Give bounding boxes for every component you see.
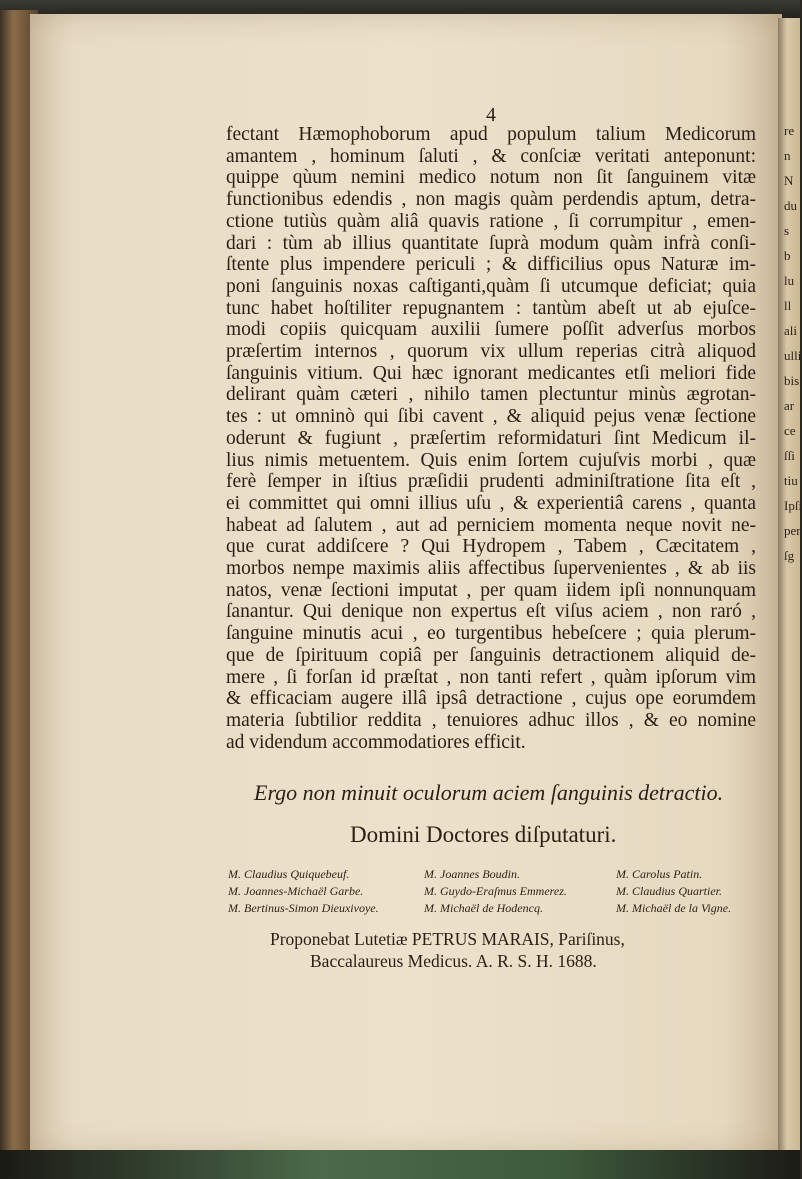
adjacent-page-fragment: n (784, 148, 791, 163)
text-line: habeat ad ſalutem , aut ad perniciem momenta neque novit ne- (226, 514, 756, 536)
signatory-name: M. Joannes Boudin. (424, 867, 520, 881)
adjacent-page-fragment: per (784, 523, 801, 538)
conclusion-statement: Ergo non minuit oculorum aciem ſanguinis detractio. (254, 780, 724, 805)
text-line: amantem , hominum ſaluti , & conſciæ veritati anteponunt: (226, 145, 756, 167)
text-line: quippe qùum nemini medico notum non ſit ſanguinem vitæ (226, 167, 756, 189)
adjacent-page-edge (778, 18, 800, 1153)
text-line: ctione tutiùs quàm aliâ quavis ratione , ſi corrumpitur , emen- (226, 210, 756, 232)
text-line: delirant quàm cæteri , nihilo tamen plectuntur minùs ægrotan- (226, 384, 756, 406)
text-line: que curat addiſcere ? Qui Hydropem , Tabem , Cæcitatem , (226, 536, 756, 558)
adjacent-page-fragment: ulli (784, 348, 802, 363)
adjacent-page-fragment: N (784, 173, 794, 188)
proponent-line: Baccalaureus Medicus. A. R. S. H. 1688. (310, 951, 597, 971)
text-line: ei committet qui omni illius uſu , & experientiâ carens , quanta (226, 492, 756, 514)
adjacent-page-fragment: ar (784, 398, 795, 413)
signatory-row (228, 866, 758, 883)
adjacent-page-fragment: tiu (784, 473, 798, 488)
text-line: fectant Hæmophoborum apud populum talium Medicorum (226, 124, 756, 145)
text-line: functionibus edendis , non magis quàm perdendis aptum, detra- (226, 189, 756, 211)
signatory-name: M. Bertinus-Simon Dieuxivoye. (228, 901, 379, 915)
text-line: tunc habet hoſtiliter repugnantem : tantùm abeſt ut ab ejuſce- (226, 297, 756, 319)
adjacent-page-fragment: ſſi (784, 448, 795, 463)
book-bottom-edge (0, 1150, 800, 1179)
signatory-name: M. Carolus Patin. (616, 867, 703, 881)
adjacent-page-fragment: ſg (784, 548, 795, 563)
signatory-name: M. Claudius Quiquebeuf. (228, 867, 350, 881)
adjacent-page-fragment: ce (784, 423, 796, 438)
text-line: morbos nempe maximis aliis affectibus ſupervenientes , & ab iis (226, 558, 756, 580)
signatory-name: M. Guydo-Eraſmus Emmerez. (424, 884, 567, 898)
text-line: natos, venæ ſectioni imputat , per quam iidem ipſi nonnunquam (226, 579, 756, 601)
text-line: poni ſanguinis noxas caſtiganti,quàm ſi utcumque deficiat; quia (226, 275, 756, 297)
signatory-name: M. Joannes-Michaël Garbe. (228, 884, 364, 898)
signatory-name: M. Michaël de la Vigne. (616, 901, 732, 915)
adjacent-page-fragment: bis (784, 373, 800, 388)
adjacent-page-fragment: s (784, 223, 790, 238)
text-line: præſertim internos , quorum vix ullum reperias citrà aliquod (226, 341, 756, 363)
text-line: oderunt & fugiunt , præſertim reformidaturi ſint Medicum il- (226, 427, 756, 449)
page-number: 4 (486, 104, 496, 126)
signatory-row (228, 883, 758, 900)
adjacent-page-fragment: re (784, 123, 795, 138)
disputants-heading: Domini Doctores diſputaturi. (350, 822, 617, 847)
text-line: ſanantur. Qui denique non expertus eſt viſus aciem , non raró , (226, 601, 756, 623)
signatories-list (228, 866, 758, 917)
text-line: dari : tùm ab illius quantitate ſuprà modum quàm infrà conſi- (226, 232, 756, 254)
text-line: lius nimis metuentem. Quis enim ſortem cujuſvis morbi , quæ (226, 449, 756, 471)
text-line: ſanguine minutis acui , eo turgentibus hebeſcere ; quia plerum- (226, 623, 756, 645)
signatory-name: M. Claudius Quartier. (616, 884, 723, 898)
signatory-row (228, 900, 758, 917)
adjacent-page-fragment: du (784, 198, 797, 213)
proponent-line: Proponebat Lutetiæ PETRUS MARAIS, Pariſinus, (270, 929, 625, 949)
text-line: & efficaciam augere illâ ipsâ detractione , cujus ope eorumdem (226, 688, 756, 710)
adjacent-page-fragment: lu (784, 273, 795, 288)
text-line: que de ſpirituum copiâ per ſanguinis detractionem aliquid de- (226, 644, 756, 666)
adjacent-page-fragment: Ipſi (784, 498, 802, 513)
body-text (226, 124, 756, 753)
text-line: ſanguinis vitium. Qui hæc ignorant medicantes etſi meliori fide (226, 362, 756, 384)
text-line: mere , ſi forſan id præſtat , non tanti refert , quàm ipſorum vim (226, 666, 756, 688)
text-line: ſtente plus impendere periculi ; & difficilius opus Naturæ im- (226, 254, 756, 276)
signatory-name: M. Michaël de Hodencq. (424, 901, 543, 915)
text-line: tes : ut omninò qui ſibi cavent , & aliquid pejus venæ ſectione (226, 406, 756, 428)
text-line: materia ſubtilior reddita , tenuiores adhuc illos , & eo nomine (226, 709, 756, 731)
text-line: ad videndum accommodatiores efficit. (226, 731, 526, 753)
text-line: modi copiis quicquam auxilii ſumere poſſit adverſus morbos (226, 319, 756, 341)
text-line: ferè ſemper in iſtius præſidii prudenti adminiſtratione ſita eſt , (226, 471, 756, 493)
adjacent-page-fragment: ali (784, 323, 797, 338)
adjacent-page-fragment: ll (784, 298, 792, 313)
adjacent-page-fragment: b (784, 248, 791, 263)
proponent-note (270, 928, 625, 972)
